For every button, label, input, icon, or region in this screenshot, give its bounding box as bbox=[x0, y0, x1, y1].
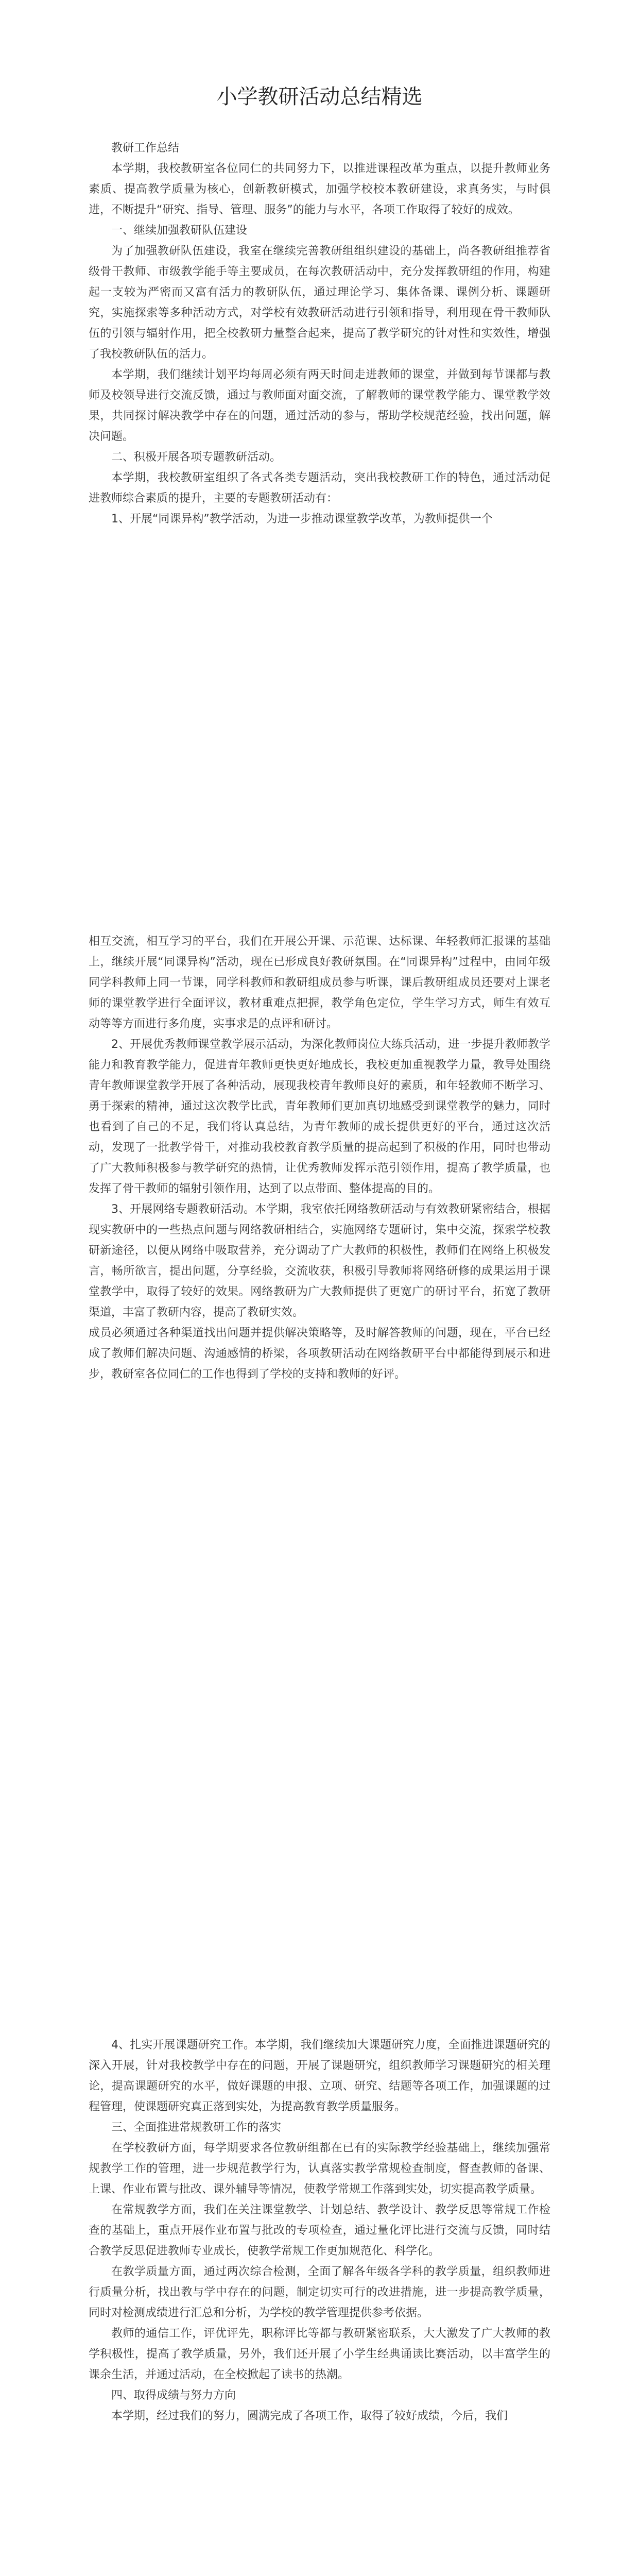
paragraph: 本学期，我们继续计划平均每周必须有两天时间走进教师的课堂，并做到每节课都与教师及校领导进行交流反馈，通过与教师面对面交流，了解教师的课堂教学能力、课堂教学效果，共同探讨解决教学中存在的问题，通过活动的参与，帮助学校规范经验，找出问题，解决问题。 bbox=[89, 368, 550, 443]
paragraph: 本学期，我校教研室各位同仁的共同努力下，以推进课程改革为重点，以提升教师业务素质、提高教学质量为核心，创新教研模式，加强学校校本教研建设，求真务实，与时俱进，不断提升“研究、指导、管理、服务”的能力与水平，各项工作取得了较好的成效。 bbox=[89, 162, 550, 216]
paragraph: 在学校教研方面，每学期要求各位教研组都在已有的实际教学经验基础上，继续加强常规教学工作的管理，进一步规范教学行为，认真落实教学常规检查制度，督查教师的备课、上课、作业布置与批改、课外辅导等情况，使教学常规工作落到实处，切实提高教学质量。 bbox=[89, 2142, 550, 2196]
paragraph: 3、开展网络专题教研活动。本学期，我室依托网络教研活动与有效教研紧密结合，根据现实教研中的一些热点问题与网络教研相结合，实施网络专题研讨，集中交流，探索学校教研新途径，以便从网络中吸取营养，充分调动了广大教师的积极性，教师们在网络上积极发言，畅所欲言，提出问题，分享经验，交流收获，积极引导教师将网络研修的成果运用于课堂教学中，取得了较好的效果。网络教研为广大教师提供了更宽广的研讨平台，拓宽了教研渠道，丰富了教研内容，提高了教研实效。 bbox=[89, 1203, 550, 1319]
paragraph: 四、取得成绩与努力方向 bbox=[111, 2389, 236, 2402]
text-block-3 bbox=[89, 2035, 550, 2427]
paragraph: 本学期，经过我们的努力，圆满完成了各项工作，取得了较好成绩，今后，我们 bbox=[111, 2410, 508, 2422]
paragraph: 教师的通信工作，评优评先，职称评比等都与教研紧密联系，大大激发了广大教师的教学积极性，提高了教学质量，另外，我们还开展了小学生经典诵读比赛活动，以丰富学生的课余生活，并通过活动，在全校掀起了读书的热潮。 bbox=[89, 2327, 550, 2381]
paragraph: 4、扎实开展课题研究工作。本学期，我们继续加大课题研究力度，全面推进课题研究的深入开展，针对我校教学中存在的问题，开展了课题研究，组织教师学习课题研究的相关理论，提高课题研究的水平，做好课题的申报、立项、研究、结题等各项工作，加强课题的过程管理，使课题研究真正落到实处，为提高教育教学质量服务。 bbox=[89, 2039, 550, 2113]
paragraph: 教研工作总结 bbox=[111, 142, 180, 155]
paragraph: 相互交流，相互学习的平台，我们在开展公开课、示范课、达标课、年轻教师汇报课的基础上，继续开展“同课异构”活动，现在已形成良好教研氛围。在“同课异构”过程中，由同年级同学科教师上同一节课，同学科教师和教研组成员参与听课，课后教研组成员还要对上课老师的课堂教学进行全面评议，教材重难点把握，教学角色定位，学生学习方式，师生有效互动等等方面进行多角度，实事求是的点评和研讨。 bbox=[89, 935, 550, 1030]
paragraph: 1、开展“同课异构”教学活动，为进一步推动课堂教学改革，为教师提供一个 bbox=[111, 513, 493, 526]
paragraph: 2、开展优秀教师课堂教学展示活动，为深化教师岗位大练兵活动，进一步提升教师教学能力和教育教学能力，促进青年教师更快更好地成长，我校更加重视教学力量，教导处围绕青年教师课堂教学开展了各种活动，展现我校青年教师良好的素质，和年轻教师不断学习、勇于探索的精神，通过这次教学比武，青年教师们更加真切地感受到课堂教学的魅力，同时也看到了自己的不足，我们将认真总结，为青年教师的成长提供更好的平台，通过这次活动，发现了一批教学骨干，对推动我校教育教学质量的提高起到了积极的作用，同时也带动了广大教师积极参与教学研究的热情，让优秀教师发挥示范引领作用，提高了教学质量，也发挥了骨干教师的辐射引领作用，达到了以点带面、整体提高的目的。 bbox=[89, 1038, 550, 1195]
paragraph: 本学期，我校教研室组织了各式各类专题活动，突出我校教研工作的特色，通过活动促进教师综合素质的提升，主要的专题教研活动有： bbox=[89, 471, 550, 505]
text-block-2 bbox=[89, 931, 550, 1385]
paragraph: 二、积极开展各项专题教研活动。 bbox=[111, 451, 282, 464]
paragraph: 成员必须通过各种渠道找出问题并提供解决策略等，及时解答教师的问题，现在，平台已经成了教师们解决问题、沟通感情的桥梁，各项教研活动在网络教研平台中都能得到展示和进步，教研室各位同仁的工作也得到了学校的支持和教师的好评。 bbox=[89, 1327, 550, 1381]
text-block-1 bbox=[89, 138, 550, 530]
paragraph: 在教学质量方面，通过两次综合检测，全面了解各年级各学科的教学质量，组织教师进行质量分析，找出教与学中存在的问题，制定切实可行的改进措施，进一步提高教学质量，同时对检测成绩进行汇总和分析，为学校的教学管理提供参考依据。 bbox=[89, 2265, 550, 2319]
document-title: 小学教研活动总结精选 bbox=[216, 85, 423, 109]
paragraph: 在常规教学方面，我们在关注课堂教学、计划总结、教学设计、教学反思等常规工作检查的基础上，重点开展作业布置与批改的专项检查，通过量化评比进行交流与反馈，同时结合教学反思促进教师专业成长，使教学常规工作更加规范化、科学化。 bbox=[89, 2204, 550, 2258]
paragraph: 三、全面推进常规教研工作的落实 bbox=[111, 2121, 282, 2134]
paragraph: 为了加强教研队伍建设，我室在继续完善教研组组织建设的基础上，尚各教研组推荐省级骨干教师、市级教学能手等主要成员，在每次教研活动中，充分发挥教研组的作用，构建起一支较为严密而又富有活力的教研队伍，通过理论学习、集体备课、课例分析、课题研究，实施探索等多种活动方式，对学校有效教研活动进行引领和指导，利用现在骨干教师队伍的引领与辐射作用，把全校教研力量整合起来，提高了教学研究的针对性和实效性，增强了我校教研队伍的活力。 bbox=[89, 245, 550, 361]
paragraph: 一、继续加强教研队伍建设 bbox=[111, 224, 248, 237]
